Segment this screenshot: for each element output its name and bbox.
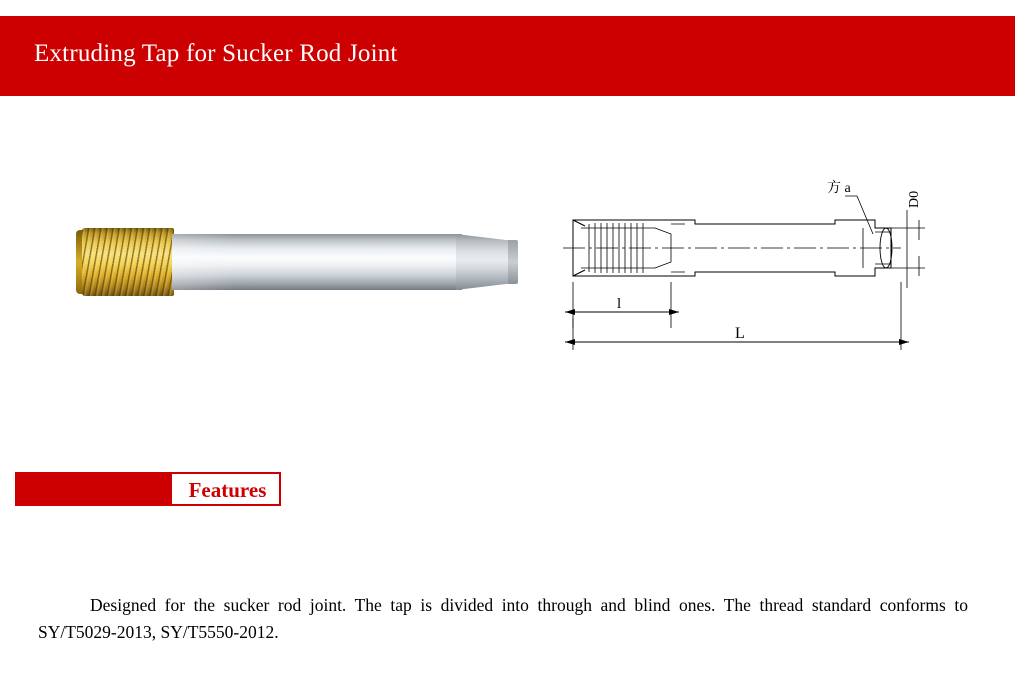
features-heading-label: Features <box>188 478 267 502</box>
page-title: Extruding Tap for Sucker Rod Joint <box>34 40 398 67</box>
technical-drawing <box>545 150 985 370</box>
features-body-text: Designed for the sucker rod joint. The tap is divided into through and blind ones. The thread standard conforms to SY/T5029-2013, SY/T5550-2012. <box>38 595 968 642</box>
drawing-label-overall-length: L <box>735 325 745 342</box>
tap-shank <box>172 234 462 290</box>
features-heading <box>15 472 281 506</box>
tap-square-drive-tip <box>508 240 518 284</box>
tap-square-drive <box>456 234 512 290</box>
drawing-label-diameter: D0 <box>907 190 922 208</box>
product-photo <box>60 150 530 350</box>
features-heading-box <box>170 472 281 506</box>
drawing-label-thread-length: l <box>617 296 622 312</box>
drawing-label-square-drive: 方 a <box>827 181 851 196</box>
tap-threaded-section <box>82 228 174 296</box>
